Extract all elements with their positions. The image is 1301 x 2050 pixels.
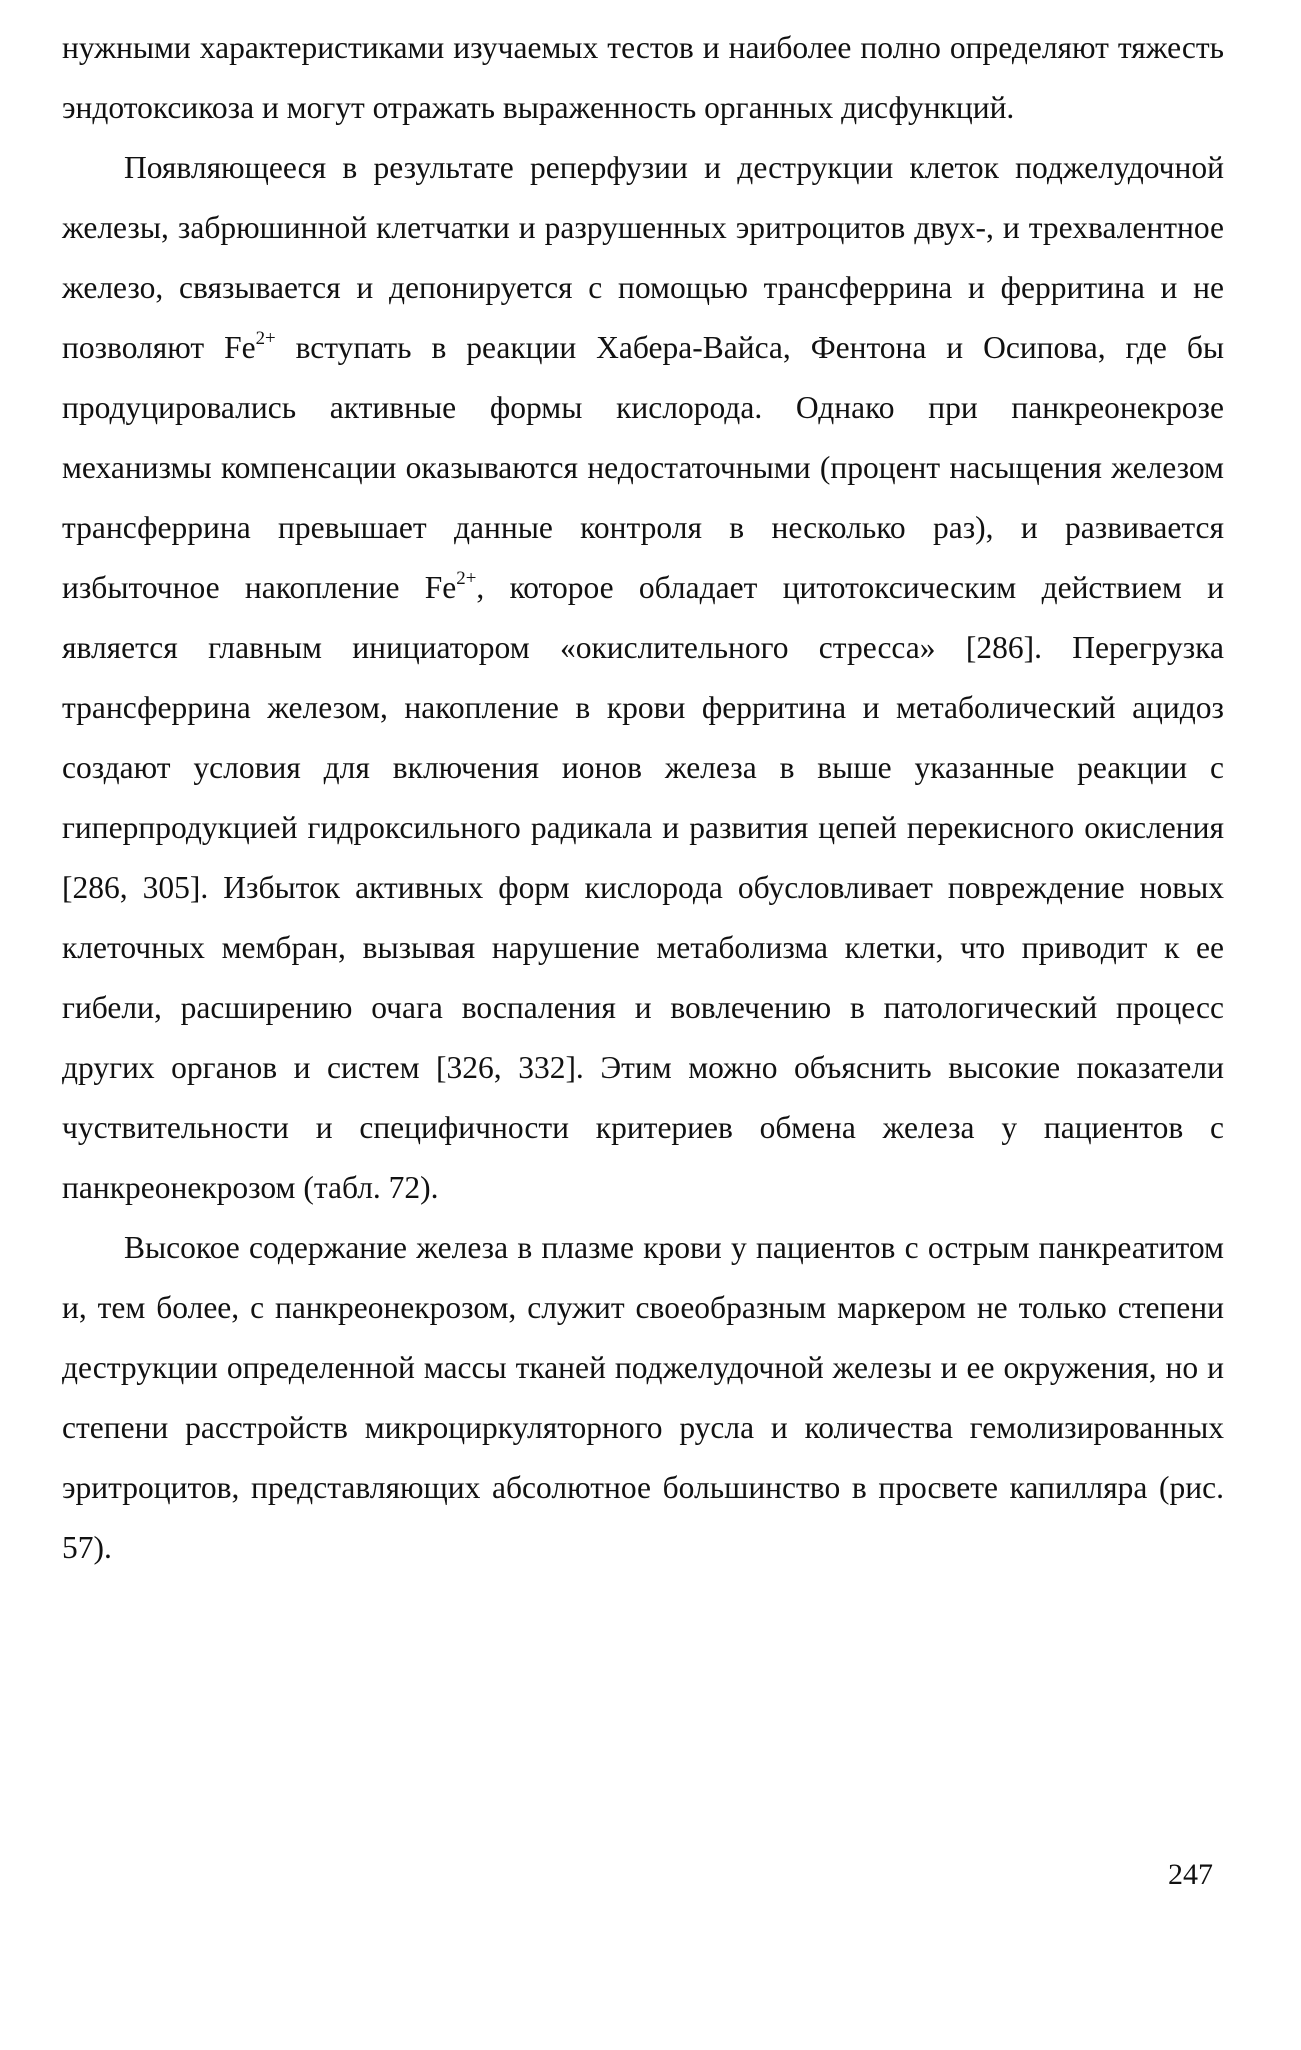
paragraph-continuation xyxy=(62,18,1224,138)
paragraph-text: , которое обладает цитотоксическим действием и является главным инициатором «окислительного стресса» [286]. Перегрузка трансферрина железом, накопление в крови ферритина и метаболический ацидоз создают условия для включения ионов железа в выше указанные реакции с гиперпродукцией гидроксильного радикала и развития цепей перекисного окисления [286, 305]. Избыток активных форм кислорода обусловливает повреждение новых клеточных мембран, вызывая нарушение метаболизма клетки, что приводит к ее гибели, расширению очага воспаления и вовлечению в патологический процесс других органов и систем [326, 332]. Этим можно объяснить высокие показатели чуствительности и специфичности критериев обмена железа у пациентов с панкреонекрозом (табл. 72). xyxy=(62,570,1225,1205)
document-page xyxy=(62,18,1224,1578)
page-number: 247 xyxy=(1168,1858,1213,1891)
paragraph-text: Высокое содержание железа в плазме крови у пациентов с острым панкреатитом и, тем более, с панкреонекрозом, служит своеобразным маркером не только степени деструкции определенной массы тканей поджелудочной железы и ее окружения, но и степени расстройств микроциркуляторного русла и количества гемолизированных эритроцитов, представляющих абсолютное большинство в просвете капилляра (рис. 57). xyxy=(62,1230,1224,1565)
paragraph-text: вступать в реакции Хабера-Вайса, Фентона и Осипова, где бы продуцировались активные формы кислорода. Однако при панкреонекрозе механизмы компенсации оказываются недостаточными (процент насыщения железом трансферрина превышает данные контроля в несколько раз), и развивается избыточное накопление Fe xyxy=(62,330,1225,605)
paragraph-text: нужными характеристиками изучаемых тестов и наиболее полно определяют тяжесть эндотоксикоза и могут отражать выраженность органных дисфункций. xyxy=(62,30,1224,125)
paragraph-iron-metabolism xyxy=(62,138,1224,1218)
superscript-charge: 2+ xyxy=(456,567,477,589)
superscript-charge: 2+ xyxy=(255,327,276,349)
paragraph-text: Появляющееся в результате реперфузии и деструкции клеток поджелудочной железы, забрюшинной клетчатки и разрушенных эритроцитов двух-, и трехвалентное железо, связывается и депонируется с помощью трансферрина и ферритина и не позволяют Fe xyxy=(62,150,1224,365)
paragraph-iron-marker xyxy=(62,1218,1224,1578)
